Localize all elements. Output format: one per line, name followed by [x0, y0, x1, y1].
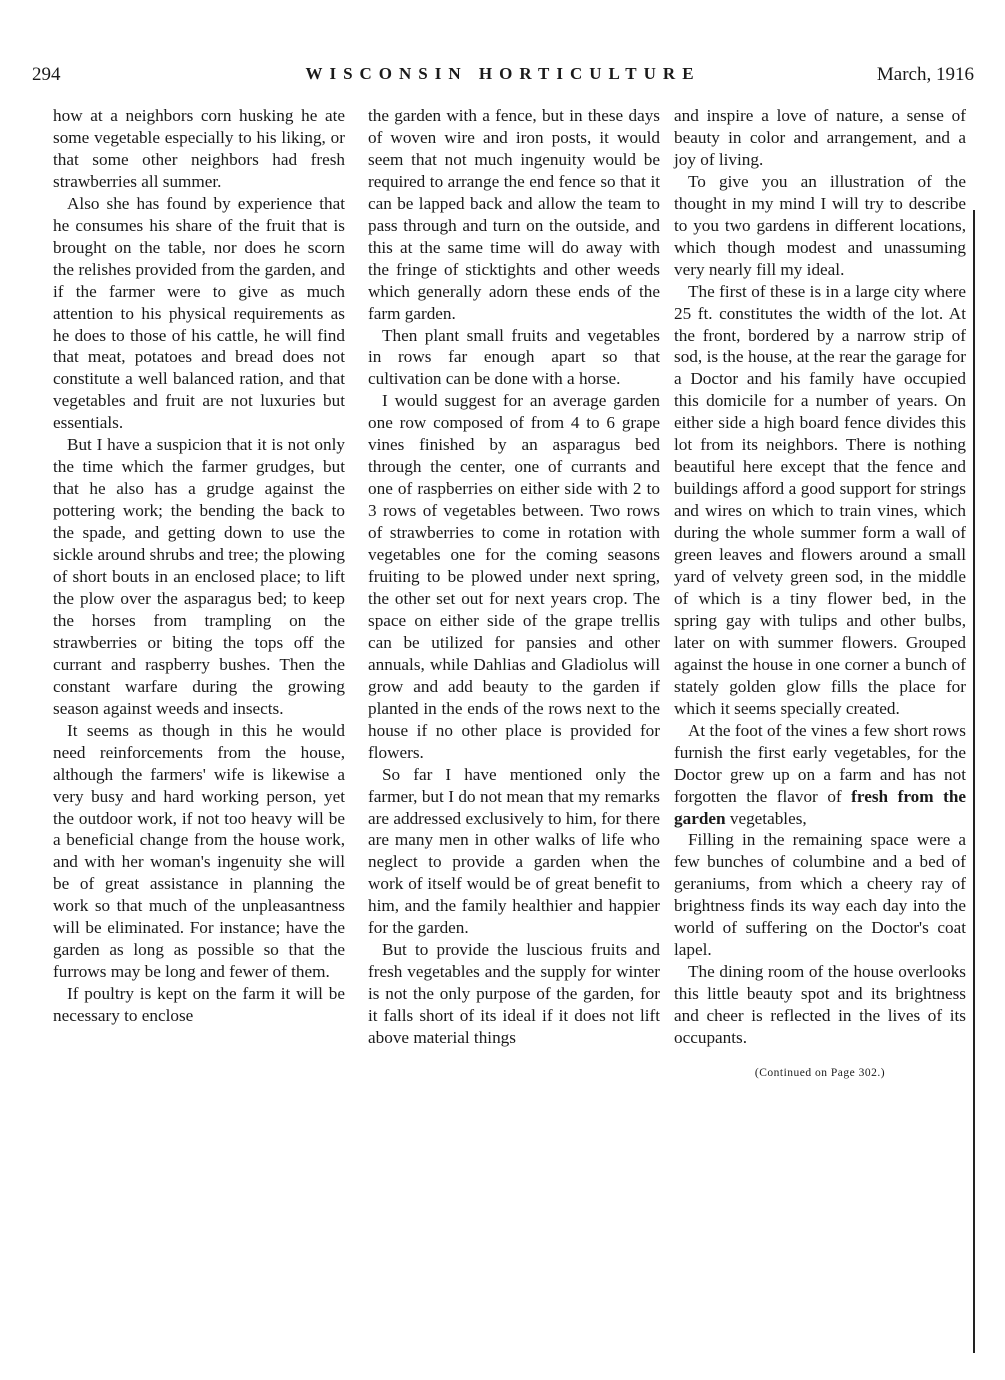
paragraph: The first of these is in a large city where 25 ft. constitutes the width of the lot. At the front, bordered by a narrow strip of sod, is the house, at the rear the garage for a Doctor and his family have occupied this domicile for a number of years. On either side a high board fence divides this lot from its neighbors. There is nothing beautiful here except that the fence and buildings afford a good support for strings and wires on which to train vines, which during the whole summer form a wall of green leaves and flowers around a small yard of velvety green sod, in the middle of which is a tiny flower bed, in the spring gay with tulips and other bulbs, later on with summer flowers. Grouped against the house in one corner a bunch of stately golden glow fills the place for which it seems specially created.: [674, 281, 966, 718]
page-number: 294: [32, 64, 61, 85]
article-column-3: [674, 105, 966, 1085]
margin-rule: [973, 210, 975, 1353]
paragraph: [674, 720, 966, 830]
bold-phrase: fresh from the garden: [674, 786, 967, 828]
continued-notice: (Continued on Page 302.): [754, 1066, 886, 1079]
paragraph-text: At the foot of the vines a few short rows furnish the first early vegetables, for the Doctor grew up on a farm and has not forgotten the flavor of: [674, 720, 966, 806]
paragraph: how at a neighbors corn husking he ate some vegetable especially to his liking, or that some other neighbors had fresh strawberries all summer.: [53, 106, 345, 191]
paragraph: To give you an illustration of the thought in my mind I will try to describe to you two gardens in different locations, which though modest and unassuming very nearly fill my ideal.: [674, 171, 966, 279]
paragraph: and inspire a love of nature, a sense of beauty in color and arrangement, and a joy of living.: [674, 106, 966, 169]
publication-title: WISCONSIN HORTICULTURE: [305, 64, 701, 83]
article-column-2: [368, 105, 660, 1049]
paragraph: So far I have mentioned only the farmer, but I do not mean that my remarks are addressed exclusively to him, for there are many men in other walks of life who neglect to provide a garden when the work of itself would be of great benefit to him, and the family healthier and happier for the garden.: [368, 764, 660, 938]
article-column-1: [53, 105, 345, 1027]
paragraph: It seems as though in this he would need reinforcements from the house, although the farmers' wife is likewise a very busy and hard working person, yet the outdoor work, if not too heavy will be a beneficial change from the house work, and with her woman's ingenuity she will be of great assistance in planning the work so that much of the unpleasantness will be eliminated. For instance; have the garden as long as possible so that the furrows may be long and fewer of them.: [53, 720, 345, 982]
running-header: [32, 64, 974, 88]
paragraph: But I have a suspicion that it is not only the time which the farmer grudges, but that he also has a grudge against the pottering work; the bending the back to the spade, and getting down to use the sickle around shrubs and tree; the plowing of short bouts in an enclosed place; to lift the plow over the asparagus bed; to keep the horses from trampling on the strawberries or biting the tops off the currant and raspberry bushes. Then the constant warfare during the growing season against weeds and insects.: [53, 435, 345, 718]
paragraph: Also she has found by experience that he consumes his share of the fruit that is brought on the table, nor does he scorn the relishes provided from the garden, and if the farmer were to give as much attention to his physical requirements as he does to those of his cattle, he will find that meat, potatoes and bread does not constitute a well balanced ration, and that vegetables and fruit are not luxuries but essentials.: [53, 193, 345, 433]
paragraph: Filling in the remaining space were a few bunches of columbine and a bed of geraniums, from which a cheery ray of brightness finds its way each day into the world of suffering on the Doctor's coat lapel.: [674, 830, 966, 960]
paragraph: But to provide the luscious fruits and fresh vegetables and the supply for winter is not the only purpose of the garden, for it falls short of its ideal if it does not lift above material things: [368, 940, 660, 1048]
paragraph: I would suggest for an average garden one row composed of from 4 to 6 grape vines finished by an asparagus bed through the center, one of currants and one of raspberries on either side with 2 to 3 rows of vegetables between. Two rows of strawberries to come in rotation with vegetables one for the coming seasons fruiting to be plowed under next spring, the other set out for next years crop. The space on either side of the grape trellis can be utilized for pansies and other annuals, while Dahlias and Gladiolus will grow and add beauty to the garden if planted in the ends of the rows next to the house if no other place is provided for flowers.: [368, 391, 660, 762]
issue-date: March, 1916: [876, 64, 974, 85]
paragraph: If poultry is kept on the farm it will be necessary to enclose: [53, 984, 345, 1026]
paragraph: The dining room of the house overlooks this little beauty spot and its brightness and cheer is reflected in the lives of its occupants.: [674, 962, 966, 1048]
paragraph: Then plant small fruits and vegetables in rows far enough apart so that cultivation can be done with a horse.: [368, 325, 660, 389]
paragraph: the garden with a fence, but in these days of woven wire and iron posts, it would seem that not much ingenuity would be required to arrange the end fence so that it can be lapped back and allow the team to pass through and turn on the outside, and this at the same time will do away with the fringe of sticktights and other weeds which generally adorn these ends of the farm garden.: [368, 106, 660, 323]
paragraph-text: vegetables,: [729, 808, 807, 828]
